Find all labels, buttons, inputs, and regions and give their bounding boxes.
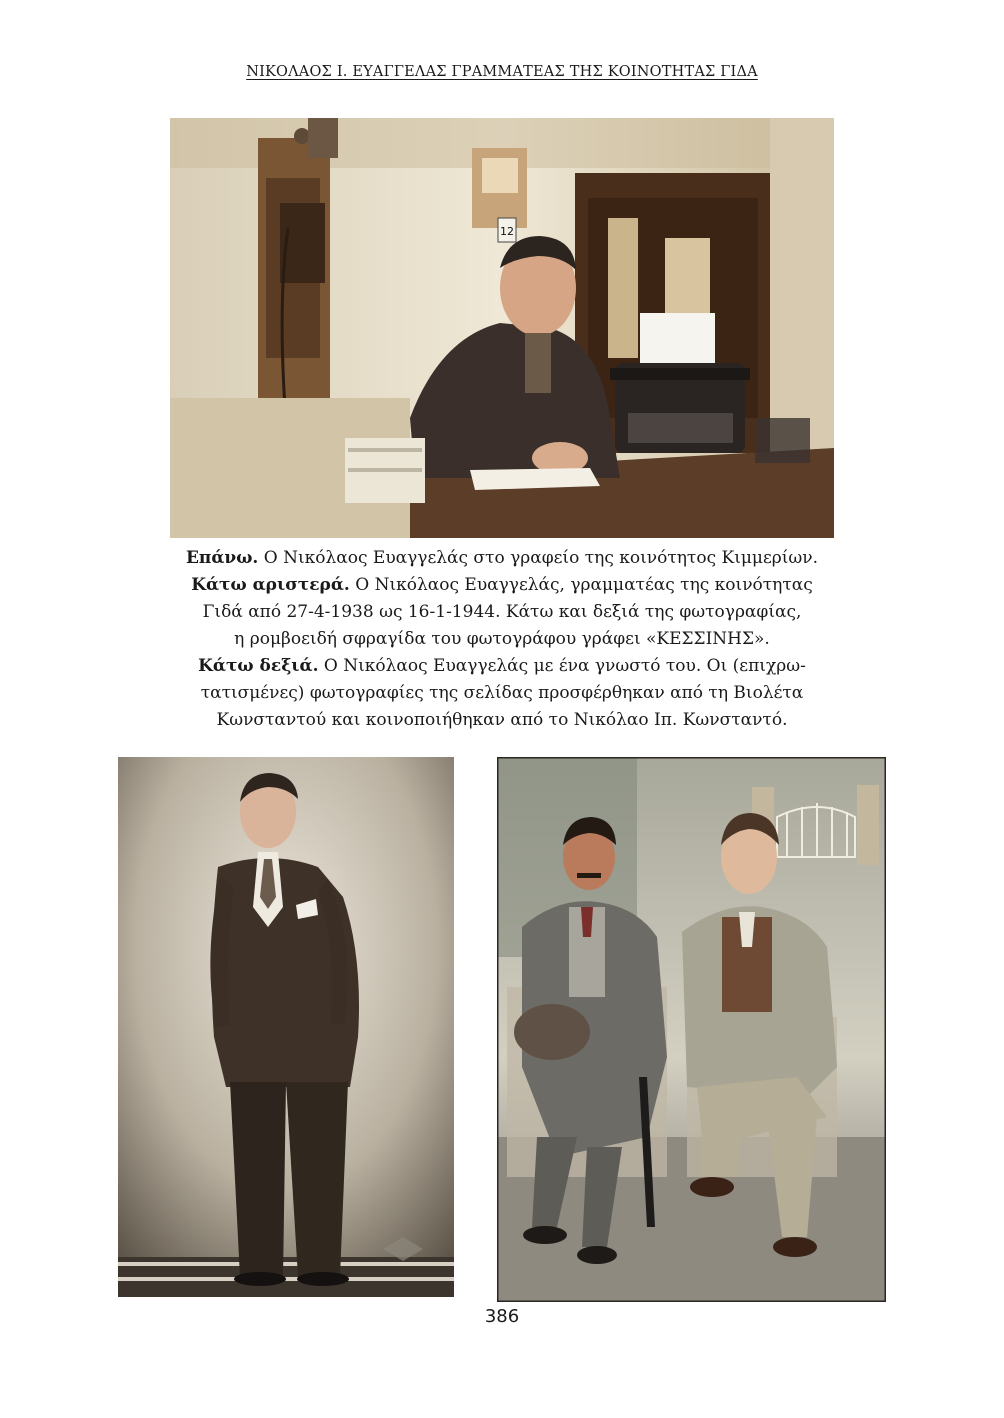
- caption-text: Ο Νικόλαος Ευαγγελάς με ένα γνωστό του. Οι (επιχρω-: [318, 656, 806, 676]
- caption-line: [100, 653, 904, 680]
- caption-line: [100, 680, 904, 707]
- caption-text: Κωνσταντού και κοινοποιήθηκαν από το Νικόλαο Ιπ. Κωνσταντό.: [216, 710, 788, 730]
- caption-text: η ρομβοειδή σφραγίδα του φωτογράφου γράφει «ΚΕΣΣΙΝΗΣ».: [234, 629, 770, 649]
- caption-line: [100, 707, 904, 734]
- caption-lead-bottom-right: Κάτω δεξιά.: [198, 656, 319, 676]
- calendar-number: 12: [500, 225, 514, 238]
- caption-line: [100, 599, 904, 626]
- photo-standing-portrait: [118, 757, 454, 1297]
- caption-lead-top: Επάνω.: [185, 548, 259, 568]
- caption-line: [100, 545, 904, 572]
- caption-text: τατισμένες) φωτογραφίες της σελίδας προσφέρθηκαν από τη Βιολέτα: [200, 683, 804, 703]
- caption-text: Γιδά από 27-4-1938 ως 16-1-1944. Κάτω και δεξιά της φωτογραφίας,: [202, 602, 802, 622]
- caption-text: Ο Νικόλαος Ευαγγελάς στο γραφείο της κοινότητος Κιμμερίων.: [258, 548, 819, 568]
- photo-office-desk: [170, 118, 834, 538]
- figure-caption: [100, 545, 904, 734]
- caption-lead-bottom-left: Κάτω αριστερά.: [191, 575, 350, 595]
- caption-line: [100, 626, 904, 653]
- photo-two-men-seated: [497, 757, 886, 1302]
- running-title: ΝΙΚΟΛΑΟΣ Ι. ΕΥΑΓΓΕΛΑΣ ΓΡΑΜΜΑΤΕΑΣ ΤΗΣ ΚΟΙΝΟΤΗΤΑΣ ΓΙΔΑ: [246, 64, 758, 80]
- caption-line: [100, 572, 904, 599]
- running-header: [0, 64, 1004, 80]
- page-number: 386: [484, 1306, 520, 1327]
- caption-text: Ο Νικόλαος Ευαγγελάς, γραμματέας της κοινότητας: [349, 575, 813, 595]
